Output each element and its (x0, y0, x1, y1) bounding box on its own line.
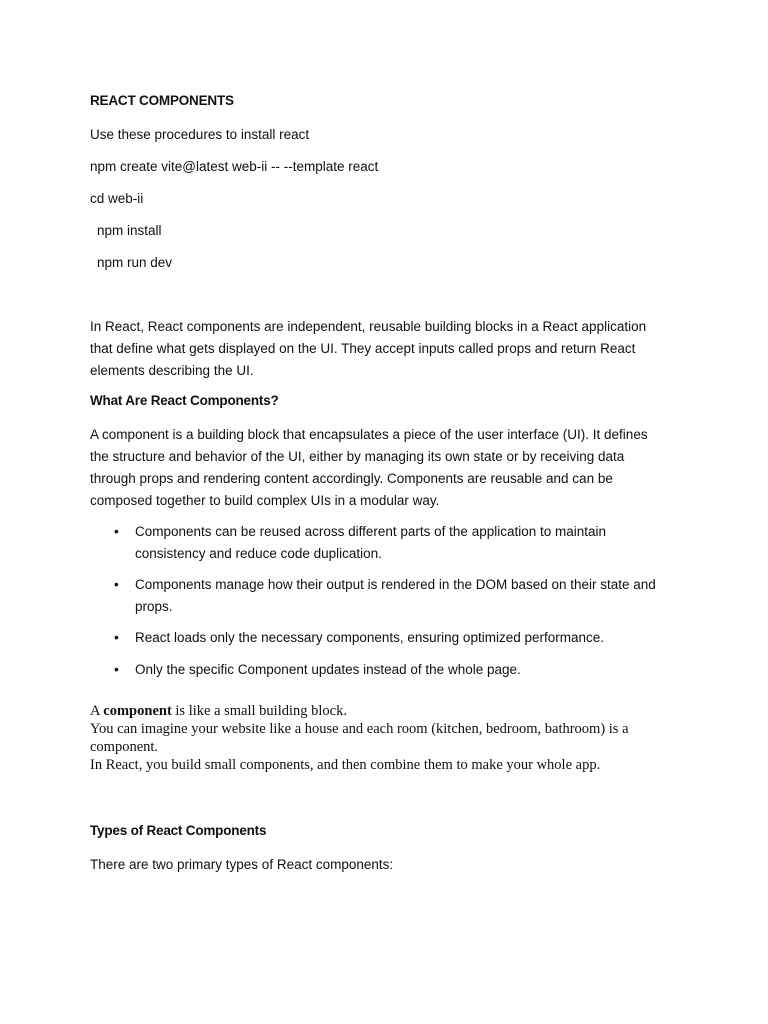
section-heading-what: What Are React Components? (90, 393, 279, 408)
list-item: • Components manage how their output is rendered in the DOM based on their state and props. (90, 574, 680, 617)
list-item: • React loads only the necessary components, ensuring optimized performance. (90, 627, 680, 649)
bullet-icon: • (114, 661, 119, 677)
component-term: component (103, 703, 172, 719)
bullet-list (90, 521, 680, 680)
command-dev: npm run dev (97, 255, 173, 270)
bullet-icon: • (114, 577, 119, 592)
command-cd: cd web-ii (90, 191, 144, 206)
bullet-icon: • (114, 524, 119, 539)
section-paragraph-types: There are two primary types of React components: (90, 857, 394, 872)
section-paragraph-what: A component is a building block that encapsulates a piece of the user interface (UI). It defines the structure and behavior of the UI, either by managing its own state or by receiving data through props and rendering content accordingly. Components are reusable and can be composed together to build complex UIs in a modular way. (90, 427, 648, 508)
bullet-icon: • (114, 630, 119, 645)
page-title: REACT COMPONENTS (90, 93, 234, 108)
list-item: • Components can be reused across different parts of the application to maintain consistency and reduce code duplication. (90, 521, 680, 564)
section-heading-types: Types of React Components (90, 823, 267, 838)
intro-paragraph: In React, React components are independent, reusable building blocks in a React application that define what gets displayed on the UI. They accept inputs called props and return React elements describing the UI. (90, 319, 647, 378)
command-install: npm install (97, 223, 162, 238)
analogy-block (90, 702, 680, 774)
command-create: npm create vite@latest web-ii -- --template react (90, 159, 379, 174)
analogy-line-1: A component is like a small building block. (90, 703, 347, 719)
analogy-line-2: You can imagine your website like a house and each room (kitchen, bedroom, bathroom) is a component. (90, 721, 629, 755)
analogy-line-3: In React, you build small components, and then combine them to make your whole app. (90, 757, 601, 773)
install-intro: Use these procedures to install react (90, 127, 310, 142)
list-item: • Only the specific Component updates instead of the whole page. (90, 659, 680, 681)
